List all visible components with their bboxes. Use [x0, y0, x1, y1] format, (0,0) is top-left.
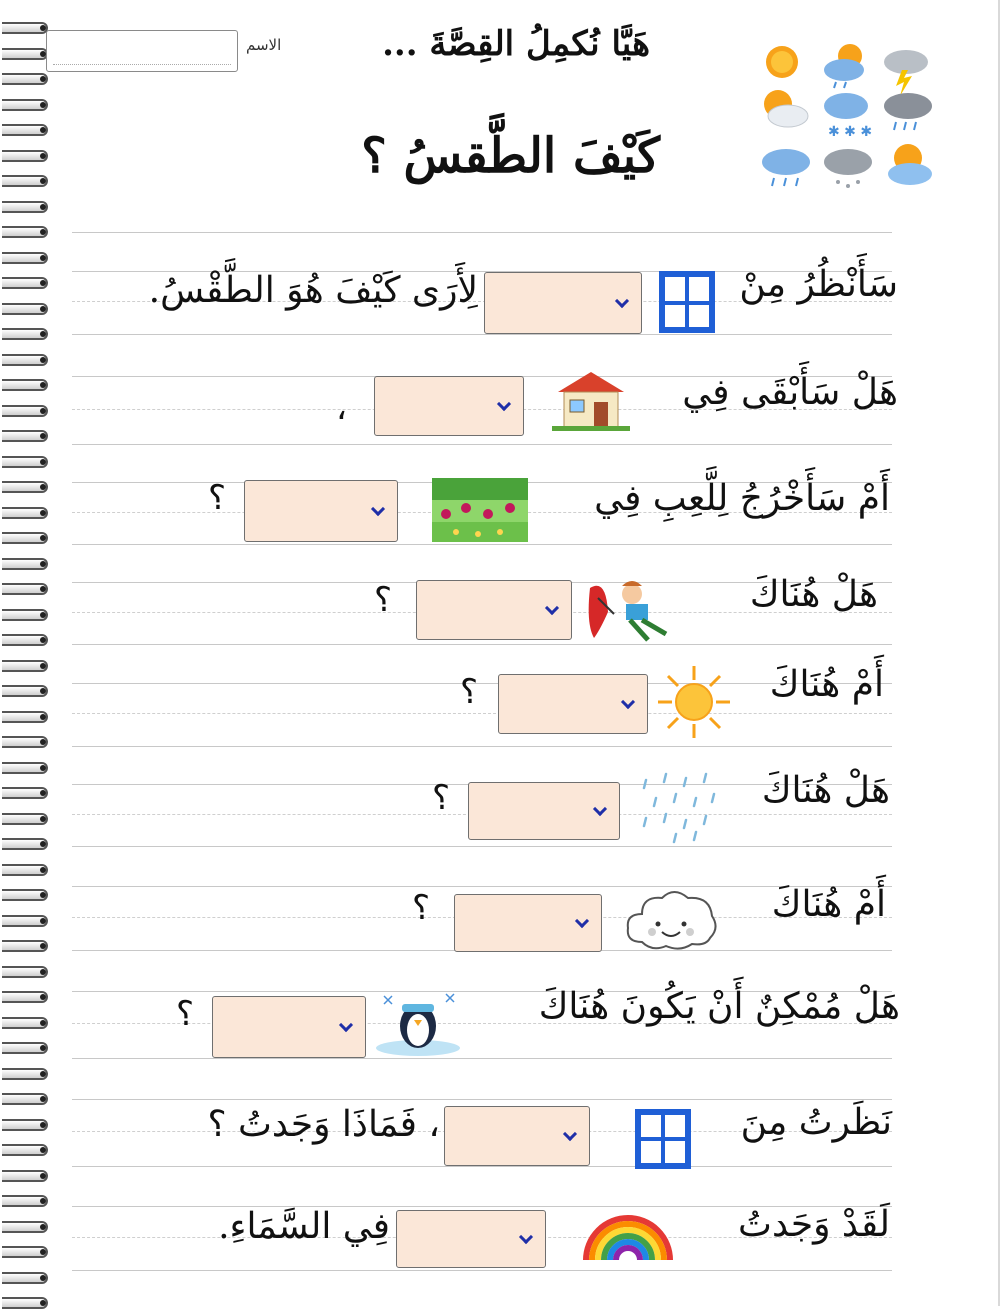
hail-cloud-icon: [824, 149, 872, 188]
spiral-ring: [2, 1119, 48, 1131]
sentence-5-start: أَمْ هُنَاكَ: [769, 664, 884, 705]
spiral-ring: [2, 150, 48, 162]
spiral-ring: [2, 328, 48, 340]
snow-penguin-icon: [372, 986, 464, 1058]
spiral-ring: [2, 889, 48, 901]
sentence-4-start: هَلْ هُنَاكَ: [749, 574, 878, 615]
sentence-10-start: لَقَدْ وَجَدتُ: [738, 1204, 890, 1245]
sentence-2-start: هَلْ سَأَبْقَى فِي: [682, 372, 898, 413]
house-icon: [552, 368, 630, 432]
spiral-ring: [2, 660, 48, 672]
ruled-line: [72, 1058, 892, 1059]
storm-icon: [884, 50, 928, 96]
spiral-ring: [2, 1272, 48, 1284]
ruled-line: [72, 544, 892, 545]
spiral-ring: [2, 73, 48, 85]
spiral-ring: [2, 558, 48, 570]
sentence-7-start: أَمْ هُنَاكَ: [771, 884, 886, 925]
spiral-ring: [2, 915, 48, 927]
sentence-9-start: نَظَرتُ مِنَ: [740, 1102, 892, 1143]
spiral-ring: [2, 532, 48, 544]
window-icon-2: [632, 1106, 694, 1172]
ruled-line: [72, 746, 892, 747]
spiral-ring: [2, 481, 48, 493]
spiral-ring: [2, 711, 48, 723]
spiral-ring: [2, 379, 48, 391]
ruled-line: [72, 232, 892, 233]
spiral-ring: [2, 762, 48, 774]
sentence-1-end: لِأَرَى كَيْفَ هُوَ الطَّقْسُ.: [148, 270, 478, 311]
spiral-ring: [2, 1068, 48, 1080]
spiral-ring: [2, 1297, 48, 1309]
dropdown-2[interactable]: [374, 376, 524, 436]
ruled-line: [72, 1099, 892, 1100]
dropdown-3[interactable]: [244, 480, 398, 542]
spiral-ring: [2, 609, 48, 621]
spiral-ring: [2, 226, 48, 238]
spiral-ring: [2, 991, 48, 1003]
spiral-ring: [2, 634, 48, 646]
spiral-ring: [2, 1042, 48, 1054]
sentence-8-start: هَلْ مُمْكِنٌ أَنْ يَكُونَ هُنَاكَ: [538, 986, 900, 1027]
sentence-3-end: ؟: [208, 478, 227, 518]
dropdown-4[interactable]: [416, 580, 572, 640]
name-field[interactable]: [46, 30, 238, 72]
weather-icons-grid: [756, 40, 940, 200]
dropdown-7[interactable]: [454, 894, 602, 952]
spiral-ring: [2, 787, 48, 799]
sun-cloud-icon: [764, 90, 808, 127]
spiral-ring: [2, 201, 48, 213]
spiral-ring: [2, 1195, 48, 1207]
spiral-ring: [2, 1170, 48, 1182]
sun-cloud-rain-icon: [824, 44, 864, 88]
spiral-ring: [2, 1093, 48, 1105]
spiral-ring: [2, 685, 48, 697]
page-title: هَيَّا نُكمِلُ القِصَّةَ ...: [382, 24, 650, 64]
spiral-ring: [2, 1144, 48, 1156]
spiral-ring: [2, 175, 48, 187]
dropdown-5[interactable]: [498, 674, 648, 734]
sentence-2-end: ،: [336, 388, 347, 428]
ruled-line: [72, 334, 892, 335]
ruled-line: [72, 1166, 892, 1167]
spiral-ring: [2, 1017, 48, 1029]
spiral-ring: [2, 1246, 48, 1258]
name-label: الاسم: [246, 36, 282, 54]
spiral-ring: [2, 940, 48, 952]
spiral-ring: [2, 124, 48, 136]
page-subtitle: كَيْفَ الطَّقسُ ؟: [361, 128, 660, 184]
sentence-7-end: ؟: [412, 888, 431, 928]
ruled-line: [72, 644, 892, 645]
cloud-icon: [622, 884, 722, 956]
sun-cloud-icon-2: [888, 144, 932, 185]
sentence-8-end: ؟: [176, 994, 195, 1034]
dropdown-10[interactable]: [396, 1210, 546, 1268]
window-icon: [656, 268, 718, 336]
spiral-ring: [2, 813, 48, 825]
snow-cloud-icon: [824, 93, 872, 140]
spiral-ring: [2, 430, 48, 442]
ruled-line: [72, 1270, 892, 1271]
sentence-3-start: أَمْ سَأَخْرُجُ لِلَّعِبِ فِي: [594, 478, 890, 519]
dropdown-6[interactable]: [468, 782, 620, 840]
sun-icon: [766, 46, 798, 78]
spiral-ring: [2, 583, 48, 595]
sentence-10-end: فِي السَّمَاءِ.: [218, 1206, 390, 1247]
spiral-ring: [2, 405, 48, 417]
ruled-line: [72, 713, 892, 714]
spiral-ring: [2, 507, 48, 519]
svg-text:✱ ✱ ✱: ✱ ✱ ✱: [828, 124, 873, 140]
spiral-ring: [2, 303, 48, 315]
garden-icon: [432, 478, 528, 542]
dropdown-9[interactable]: [444, 1106, 590, 1166]
spiral-ring: [2, 48, 48, 60]
spiral-ring: [2, 456, 48, 468]
sentence-9-end: ، فَمَاذَا وَجَدتُ ؟: [207, 1104, 440, 1145]
sentence-6-end: ؟: [432, 778, 451, 818]
dropdown-1[interactable]: [484, 272, 642, 334]
ruled-line: [72, 444, 892, 445]
rain-icon: [632, 770, 724, 846]
dark-rain-cloud-icon: [884, 93, 932, 130]
spiral-ring: [2, 736, 48, 748]
rain-cloud-icon: [762, 149, 810, 186]
wind-boy-umbrella-icon: [582, 574, 684, 644]
sun-icon: [656, 664, 732, 740]
spiral-ring: [2, 864, 48, 876]
spiral-ring: [2, 277, 48, 289]
sentence-5-end: ؟: [460, 672, 479, 712]
dropdown-8[interactable]: [212, 996, 366, 1058]
spiral-ring: [2, 354, 48, 366]
spiral-ring: [2, 252, 48, 264]
sentence-6-start: هَلْ هُنَاكَ: [761, 770, 890, 811]
rainbow-icon: [580, 1208, 676, 1264]
spiral-binding: [0, 0, 56, 1306]
spiral-ring: [2, 838, 48, 850]
spiral-ring: [2, 1221, 48, 1233]
sentence-4-end: ؟: [374, 580, 393, 620]
sentence-1-start: سَأَنْظُرُ مِنْ: [739, 264, 898, 305]
spiral-ring: [2, 22, 48, 34]
ruled-line: [72, 846, 892, 847]
spiral-ring: [2, 99, 48, 111]
spiral-ring: [2, 966, 48, 978]
